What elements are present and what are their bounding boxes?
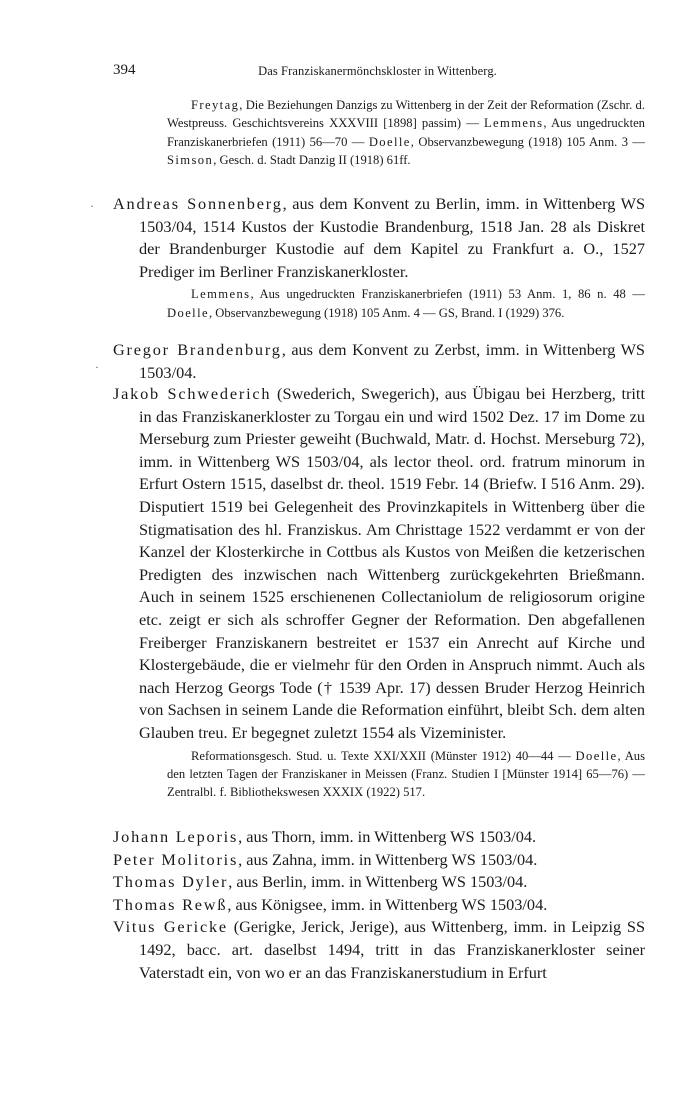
entry-andreas-sonnenberg <box>113 193 645 322</box>
ref-text: , Aus ungedruckten Franziskanerbriefen (1911) 53 Anm. 1, 86 n. 48 — <box>250 287 645 302</box>
entry-paragraph <box>113 383 645 745</box>
entry-text: , aus Berlin, imm. in Wittenberg WS 1503/04. <box>228 872 528 892</box>
entry-johann-leporis <box>113 826 645 849</box>
ref-author: Doelle <box>575 748 618 763</box>
ref-author: Lemmens <box>483 116 544 131</box>
entry-text: , aus Thorn, imm. in Wittenberg WS 1503/04. <box>238 827 537 846</box>
ref-text: , Die Beziehungen Danzigs zu Wittenberg in der Zeit der Reformation (Zschr. d. Westpreuss. Geschichtsvereins XXXVIII [1898] passim) — <box>167 98 645 131</box>
entry-peter-molitoris <box>113 849 645 872</box>
entry-text: , aus dem Konvent zu Zerbst, imm. in Wittenberg WS 1503/04. <box>139 340 645 382</box>
ref-text: , Aus den letzten Tagen der Franziskaner in Meissen (Franz. Studien I [Münster 1914] 65—76) — Zentralbl. f. Bibliothekswesen XXXIX (1922) 517. <box>167 748 645 800</box>
entry-text: (Swederich, Swegerich), aus Übigau bei Herzberg, tritt in das Franziskanerkloster zu Torgau ein und wird 1502 Dez. 17 im Dome zu Merseburg zum Priester geweiht (Buchwald, Matr. d. Hochst. Merseburg 72), imm. in Wittenberg WS 1503/04, als lector theol. ord. fratrum minorum in Erfurt Ostern 1515, daselbst dr. theol. 1519 Febr. 14 (Briefw. I 516 Anm. 29). Disputiert 1519 bei Gelegenheit des Provinzkapitels in Wittenberg über die Stigmatisation des hl. Franziskus. Am Christtage 1522 verdammt er von der Kanzel der Klosterkirche in Cottbus als Kustos von Meißen die ketzerischen Predigten des inzwischen nach Wittenberg zurückgekehrten Brießmann. Auch in seinem 1525 erschienenen Collectaniolum de religiosorum origine etc. zeigt er sich als schroffer Gegner der Reformation. Den abgefallenen Freiberger Franziskanern bestreitet er 1537 ein Anrecht auf Kirche und Klostergebäude, die er vielmehr für den Orden in Anspruch nimmt. Auch als nach Herzog Georgs Tode († 1539 Apr. 17) dessen Bruder Herzog Heinrich von Sachsen in seinem Lande die Reformation einführt, bleibt Sch. dem alten Glauben treu. Er begegnet zuletzt 1554 als Vizeminister. <box>139 384 645 742</box>
entry-name: Andreas Sonnenberg <box>113 194 283 213</box>
reference-note <box>167 747 645 802</box>
ref-author: Simson <box>167 153 214 168</box>
entry-name: Jakob Schwederich <box>113 384 272 403</box>
entry-name: Peter Molitoris <box>113 849 239 869</box>
ref-text: , Aus ungedruckten Franziskanerbriefen (1911) 56—70 — <box>167 116 645 149</box>
entry-text: , aus Zahna, imm. in Wittenberg WS 1503/04. <box>238 849 538 869</box>
reference-note <box>167 285 645 322</box>
entry-list-short <box>113 826 645 984</box>
page-header <box>113 62 642 84</box>
entry-name: Gregor Brandenburg <box>113 340 282 359</box>
entry-gregor-brandenburg <box>113 339 645 384</box>
entry-thomas-rewss <box>113 894 645 917</box>
running-title: Das Franziskanermönchskloster in Wittenberg. <box>258 64 497 78</box>
margin-speck: · <box>95 360 99 374</box>
entry-text: (Gerigke, Jerick, Jerige), aus Wittenberg, imm. in Leipzig SS 1492, bacc. art. daselbst 1494, tritt in das Franziskanerkloster seiner Vaterstadt ein, von wo er an das Franziskanerstudium in Erfurt <box>139 917 646 982</box>
entry-thomas-dyler <box>113 871 645 894</box>
ref-author: Doelle <box>167 305 209 320</box>
entry-name: Thomas Dyler <box>113 872 229 892</box>
ref-text: , Observanzbewegung (1918) 105 Anm. 4 — GS, Brand. I (1929) 376. <box>208 305 565 320</box>
margin-speck: · <box>90 199 94 213</box>
entry-jakob-schwederich <box>113 383 645 802</box>
entry-text: , aus dem Konvent zu Berlin, imm. in Wittenberg WS 1503/04, 1514 Kustos der Kustodie Brandenburg, 1518 Jan. 28 als Diskret der Brandenburger Kustodie auf dem Kapitel zu Frankfurt a. O., 1527 Prediger im Berliner Franziskanerkloster. <box>139 194 645 281</box>
ref-text: Reformationsgesch. Stud. u. Texte XXI/XXII (Münster 1912) 40—44 — <box>191 748 576 763</box>
entry-name: Thomas Rewß <box>113 894 228 914</box>
ref-text: , Observanzbewegung (1918) 105 Anm. 3 — <box>410 134 645 149</box>
entry-name: Johann Leporis <box>113 827 239 846</box>
ref-author: Freytag <box>191 98 240 112</box>
ref-author: Doelle <box>368 134 411 149</box>
ref-author: Lemmens <box>191 287 251 302</box>
entry-text: , aus Königsee, imm. in Wittenberg WS 1503/04. <box>227 894 548 914</box>
entry-name: Vitus Gericke <box>113 917 228 937</box>
entry-paragraph <box>113 193 645 283</box>
entry-paragraph <box>113 339 645 384</box>
reference-note <box>167 96 645 170</box>
ref-text: , Gesch. d. Stadt Danzig II (1918) 61ff. <box>213 153 411 168</box>
page-number: 394 <box>113 62 136 78</box>
entry-vitus-gericke <box>113 916 645 984</box>
bibliography-top <box>113 96 645 170</box>
